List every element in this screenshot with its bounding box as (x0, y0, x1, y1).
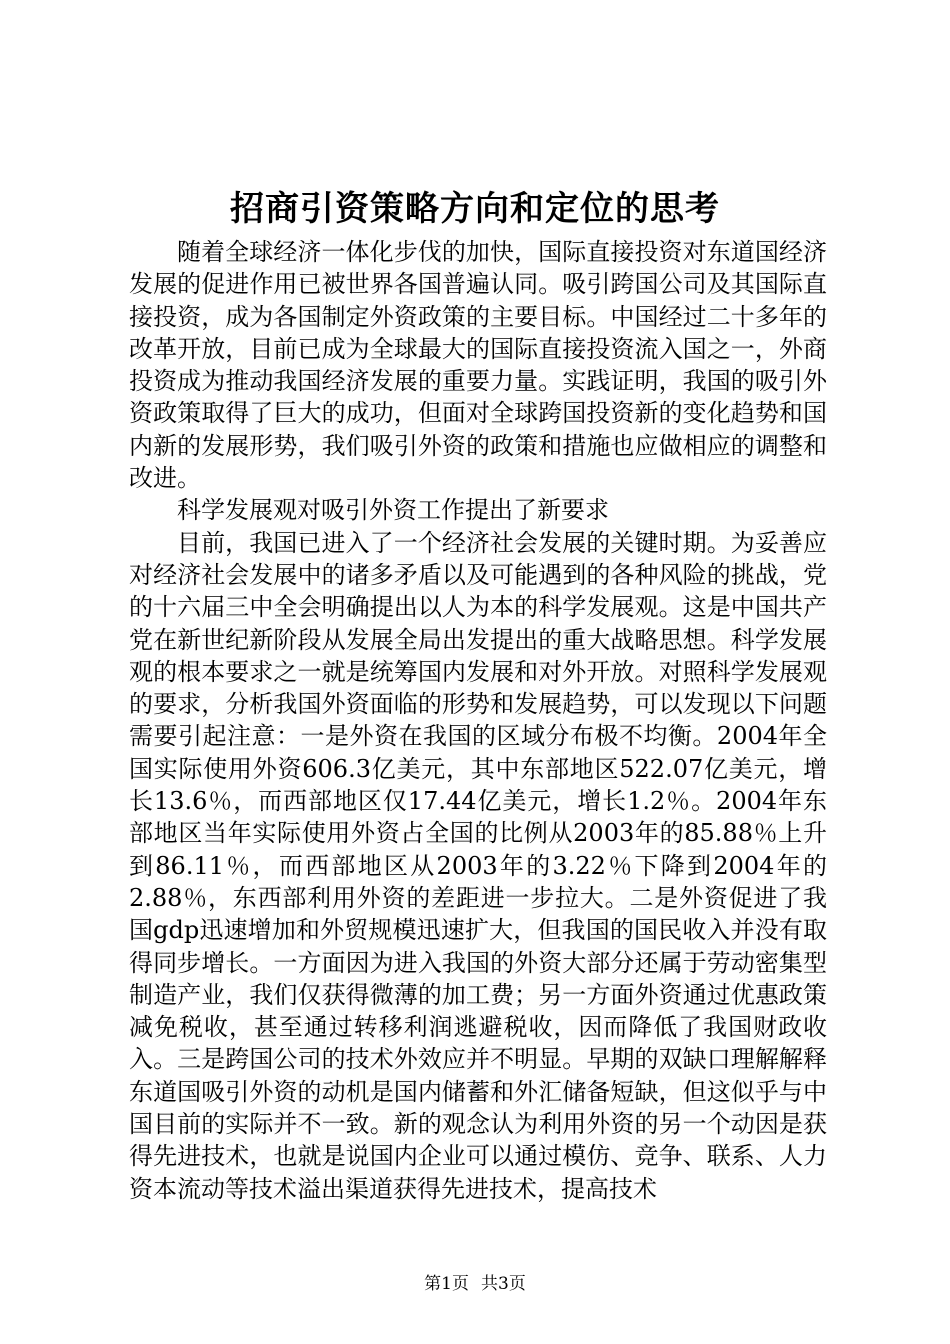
document-title: 招商引资策略方向和定位的思考 (230, 189, 720, 229)
document-body (129, 236, 827, 1205)
page-total: 共3页 (481, 1274, 526, 1294)
paragraph-section-heading: 科学发展观对吸引外资工作提出了新要求 (177, 496, 609, 525)
paragraph-main: 目前，我国已进入了一个经济社会发展的关键时期。为妥善应对经济社会发展中的诸多矛盾以及可能遇到的各种风险的挑战，党的十六届三中全会明确提出以人为本的科学发展观。这是中国共产党在新世纪新阶段从发展全局出发提出的重大战略思想。科学发展观的根本要求之一就是统筹国内发展和对外开放。对照科学发展观的要求，分析我国外资面临的形势和发展趋势，可以发现以下问题需要引起注意：一是外资在我国的区域分布极不均衡。2004年全国实际使用外资606.3亿美元，其中东部地区522.07亿美元，增长13.6％，而西部地区仅17.44亿美元，增长1.2％。2004年东部地区当年实际使用外资占全国的比例从2003年的85.88％上升到86.11％，而西部地区从2003年的3.22％下降到2004年的2.88％，东西部利用外资的差距进一步拉大。二是外资促进了我国gdp迅速增加和外贸规模迅速扩大，但我国的国民收入并没有取得同步增长。一方面因为进入我国的外资大部分还属于劳动密集型制造产业，我们仅获得微薄的加工费；另一方面外资通过优惠政策减免税收，甚至通过转移利润逃避税收，因而降低了我国财政收入。三是跨国公司的技术外效应并不明显。早期的双缺口理解解释东道国吸引外资的动机是国内储蓄和外汇储备短缺，但这似乎与中国目前的实际并不一致。新的观念认为利用外资的另一个动因是获得先进技术，也就是说国内企业可以通过模仿、竞争、联系、人力资本流动等技术溢出渠道获得先进技术，提高技术 (129, 528, 827, 1203)
page-footer (0, 1272, 950, 1296)
page-number: 第1页 (424, 1274, 469, 1294)
paragraph-intro: 随着全球经济一体化步伐的加快，国际直接投资对东道国经济发展的促进作用已被世界各国普遍认同。吸引跨国公司及其国际直接投资，成为各国制定外资政策的主要目标。中国经过二十多年的改革开放，目前已成为全球最大的国际直接投资流入国之一，外商投资成为推动我国经济发展的重要力量。实践证明，我国的吸引外资政策取得了巨大的成功，但面对全球跨国投资新的变化趋势和国内新的发展形势，我们吸引外资的政策和措施也应做相应的调整和改进。 (129, 238, 827, 493)
